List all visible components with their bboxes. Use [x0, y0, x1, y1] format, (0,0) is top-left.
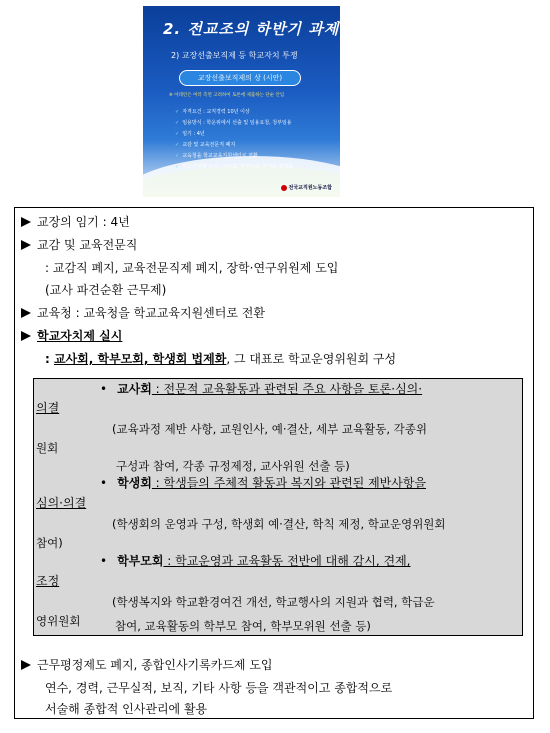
parent-council-heading-cont: 조정 — [36, 574, 60, 588]
list-item-detail: 서술해 종합적 인사관리에 활용 — [45, 702, 208, 716]
slide-bullet: ✓ 교육청을 학교교육지원센터로 전환 — [175, 153, 258, 159]
teacher-council-detail: (교육과정 제반 사항, 교원인사, 예·결산, 세부 교육활동, 각종위 — [112, 422, 427, 436]
list-item-detail: 연수, 경력, 근무실적, 보직, 기타 사항 등을 객관적이고 종합적으로 — [45, 681, 393, 695]
check-icon: ✓ — [175, 164, 180, 170]
slide-bullet: ✓ 임기 : 4년 — [175, 131, 205, 137]
list-item-detail: (교사 파견순환 근무제) — [45, 283, 167, 297]
list-item: 근무평정제도 폐지, 종합인사기록카드제 도입 — [21, 657, 273, 673]
teacher-council-heading: • 교사회 : 전문적 교육활동과 관련된 주요 사항을 토론·심의· — [100, 382, 423, 396]
parent-council-detail: (학생복지와 학교환경여건 개선, 학교행사의 지원과 협력, 학급운 — [112, 595, 435, 609]
list-item-detail: : 교사회, 학부모회, 학생회 법제화, 그 대표로 학교운영위원회 구성 — [45, 352, 397, 366]
arrow-bullet-icon — [21, 217, 31, 227]
arrow-bullet-icon — [21, 331, 31, 341]
list-item-detail: : 교감직 폐지, 교육전문직제 폐지, 장학·연구위원제 도입 — [45, 261, 339, 275]
slide-bullet-list — [175, 107, 293, 173]
list-item: 학교자치제 실시 — [21, 328, 122, 344]
slide-organization: 전국교직원노동조합 — [281, 184, 332, 191]
check-icon: ✓ — [175, 142, 180, 148]
slide-bullet: ✓ 임용방식 : 학운위에서 선출 및 임용요청, 청부임용 — [175, 120, 292, 126]
arrow-bullet-icon — [21, 660, 31, 670]
list-item: 교장의 임기 : 4년 — [21, 214, 130, 230]
slide-title: 2. 전교조의 하반기 과제 — [163, 20, 340, 38]
arrow-bullet-icon — [21, 308, 31, 318]
list-item: 교육청 : 교육청을 학교교육지원센터로 전환 — [21, 305, 265, 321]
parent-council-heading: • 학부모회 : 학교운영과 교육활동 전반에 대해 감시, 견제, — [100, 554, 411, 568]
slide-pill-label: 교장선출보직제의 상 (시안) — [179, 70, 301, 86]
slide-bullet: ✓ 학교자치제 실시 : 교사회, 학부모회, 학생회 법제화 — [175, 164, 294, 170]
student-council-heading: • 학생회 : 학생들의 주체적 활동과 복지와 관련된 제반사항을 — [100, 476, 427, 490]
arrow-bullet-icon — [21, 240, 31, 250]
slide-bullet: ✓ 교감 및 교육전문직 폐지 — [175, 142, 236, 148]
check-icon: ✓ — [175, 109, 180, 115]
council-details-box — [33, 378, 523, 636]
student-council-heading-cont: 심의·의결 — [36, 496, 87, 510]
student-council-detail: 참여) — [36, 536, 63, 550]
slide-image — [143, 6, 340, 197]
teacher-council-heading-cont: 의결 — [36, 401, 60, 415]
union-logo-icon — [281, 185, 287, 191]
check-icon: ✓ — [175, 153, 180, 159]
teacher-council-detail: 구성과 참여, 각종 규정제정, 교사위원 선출 등) — [116, 459, 350, 473]
list-item: 교감 및 교육전문직 — [21, 237, 137, 253]
parent-council-detail: 참여, 교육활동의 학부모 참여, 학부모위원 선출 등) — [115, 619, 371, 633]
slide-note: ※ 아래안은 여러 측면 고려하여 토론에 제출하는 단순 안임 — [169, 93, 285, 98]
student-council-detail: (학생회의 운영과 구성, 학생회 예·결산, 학칙 제정, 학교운영위원회 — [112, 517, 446, 531]
teacher-council-detail: 원회 — [36, 441, 59, 455]
slide-bullet: ✓ 자격요건 : 교직경력 10년 이상 — [175, 109, 250, 115]
document-text-box — [14, 207, 534, 719]
check-icon: ✓ — [175, 131, 180, 137]
parent-council-detail: 영위원회 — [36, 614, 81, 628]
check-icon: ✓ — [175, 120, 180, 126]
slide-subtitle: 2) 교장선출보직제 등 학교자치 투쟁 — [171, 51, 298, 60]
